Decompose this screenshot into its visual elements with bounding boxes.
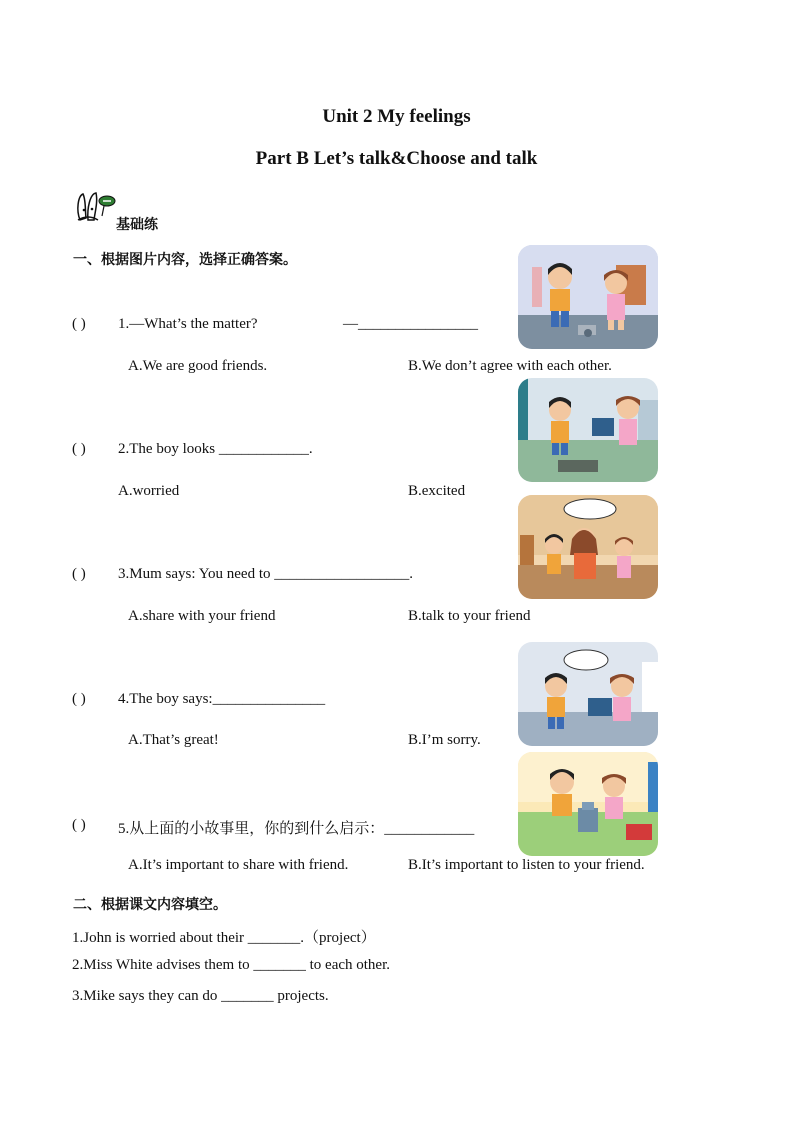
answer-paren[interactable]: ( ) [72, 817, 86, 833]
option-a[interactable]: A.worried [118, 483, 180, 499]
option-a[interactable]: A.That’s great! [128, 732, 219, 748]
illustration-argument [518, 245, 658, 349]
option-a[interactable]: A.It’s important to share with friend. [128, 857, 349, 873]
option-a[interactable]: A.share with your friend [128, 608, 276, 624]
fill-item: 2.Miss White advises them to _______ to each other. [72, 957, 391, 973]
option-b[interactable]: B.It’s important to listen to your friend. [408, 857, 645, 873]
illustration-mum-talks [518, 495, 658, 599]
question-1: 1.—What’s the matter? [118, 316, 258, 332]
option-a[interactable]: A.We are good friends. [128, 358, 268, 374]
answer-paren[interactable]: ( ) [72, 566, 86, 582]
answer-line[interactable]: —________________ [343, 316, 478, 332]
illustration-playing-together [518, 752, 658, 856]
basic-practice-label: 基础练 [116, 217, 158, 233]
section1-heading: 一、根据图片内容，选择正确答案。 [73, 252, 297, 268]
question-4: 4.The boy says:_______________ [118, 691, 326, 707]
answer-paren[interactable]: ( ) [72, 441, 86, 457]
fill-item: 3.Mike says they can do _______ projects. [72, 988, 329, 1004]
option-b[interactable]: B.We don’t agree with each other. [408, 358, 612, 374]
fill-item: 1.John is worried about their _______.（project） [72, 930, 376, 946]
page-subtitle: Part B Let’s talk&Choose and talk [255, 148, 538, 169]
question-3: 3.Mum says: You need to __________________. [118, 566, 414, 582]
option-b[interactable]: B.talk to your friend [408, 608, 531, 624]
page-title: Unit 2 My feelings [322, 106, 471, 127]
illustration-worried-boy [518, 378, 658, 482]
illustration-boy-says [518, 642, 658, 746]
answer-paren[interactable]: ( ) [72, 316, 86, 332]
section2-heading: 二、根据课文内容填空。 [73, 897, 227, 913]
option-b[interactable]: B.I’m sorry. [408, 732, 481, 748]
question-5: 5.从上面的小故事里，你的到什么启示：____________ [118, 821, 475, 837]
rabbit-mascot-icon [74, 190, 116, 224]
question-2: 2.The boy looks ____________. [118, 441, 313, 457]
option-b[interactable]: B.excited [408, 483, 466, 499]
answer-paren[interactable]: ( ) [72, 691, 86, 707]
